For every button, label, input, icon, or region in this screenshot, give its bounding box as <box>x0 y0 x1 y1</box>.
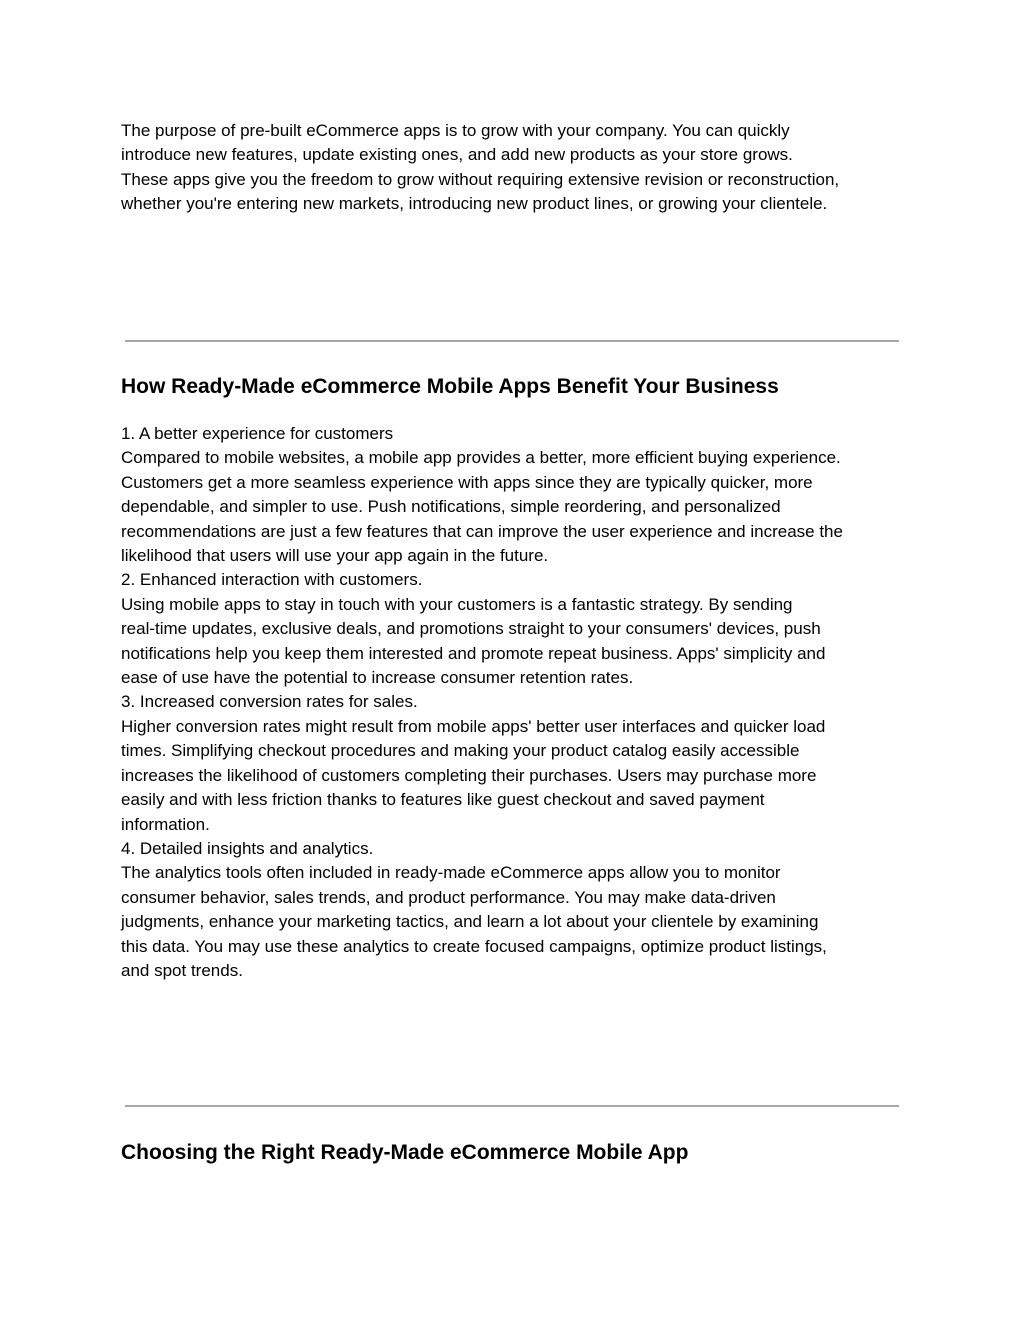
section-heading-benefits: How Ready-Made eCommerce Mobile Apps Benefit Your Business <box>121 375 779 398</box>
section-divider <box>125 340 899 342</box>
intro-paragraph: The purpose of pre-built eCommerce apps is to grow with your company. You can quickly introduce new features, update existing ones, and add new products as your store grows. These apps give you the freedom to grow without requiring extensive revision or reconstruction, whether you're entering new markets, introducing new product lines, or growing your clientele. <box>121 121 840 214</box>
benefits-body <box>121 422 911 983</box>
intro-section <box>121 119 911 217</box>
benefits-paragraph: 1. A better experience for customers Compared to mobile websites, a mobile app provides a better, more efficient buying experience. Customers get a more seamless experience with apps since they are typically quicker, more dependable, and simpler to use. Push notifications, simple reordering, and personalized recommendations are just a few features that can improve the user experience and increase the likelihood that users will use your app again in the future. 2. Enhanced interaction with customers. Using mobile apps to stay in touch with your customers is a fantastic strategy. By sending real-time updates, exclusive deals, and promotions straight to your consumers' devices, push notifications help you keep them interested and promote repeat business. Apps' simplicity and ease of use have the potential to increase consumer retention rates. 3. Increased conversion rates for sales. Higher conversion rates might result from mobile apps' better user interfaces and quicker load times. Simplifying checkout procedures and making your product catalog easily accessible increases the likelihood of customers completing their purchases. Users may purchase more easily and with less friction thanks to features like guest checkout and saved payment information. 4. Detailed insights and analytics. The analytics tools often included in ready-made eCommerce apps allow you to monitor consumer behavior, sales trends, and product performance. You may make data-driven judgments, enhance your marketing tactics, and learn a lot about your clientele by examining this data. You may use these analytics to create focused campaigns, optimize product listings, and spot trends. <box>121 424 843 980</box>
section-divider <box>125 1105 899 1107</box>
benefits-section <box>121 374 911 400</box>
section-heading-choosing: Choosing the Right Ready-Made eCommerce Mobile App <box>121 1141 689 1164</box>
choosing-section <box>121 1140 911 1166</box>
